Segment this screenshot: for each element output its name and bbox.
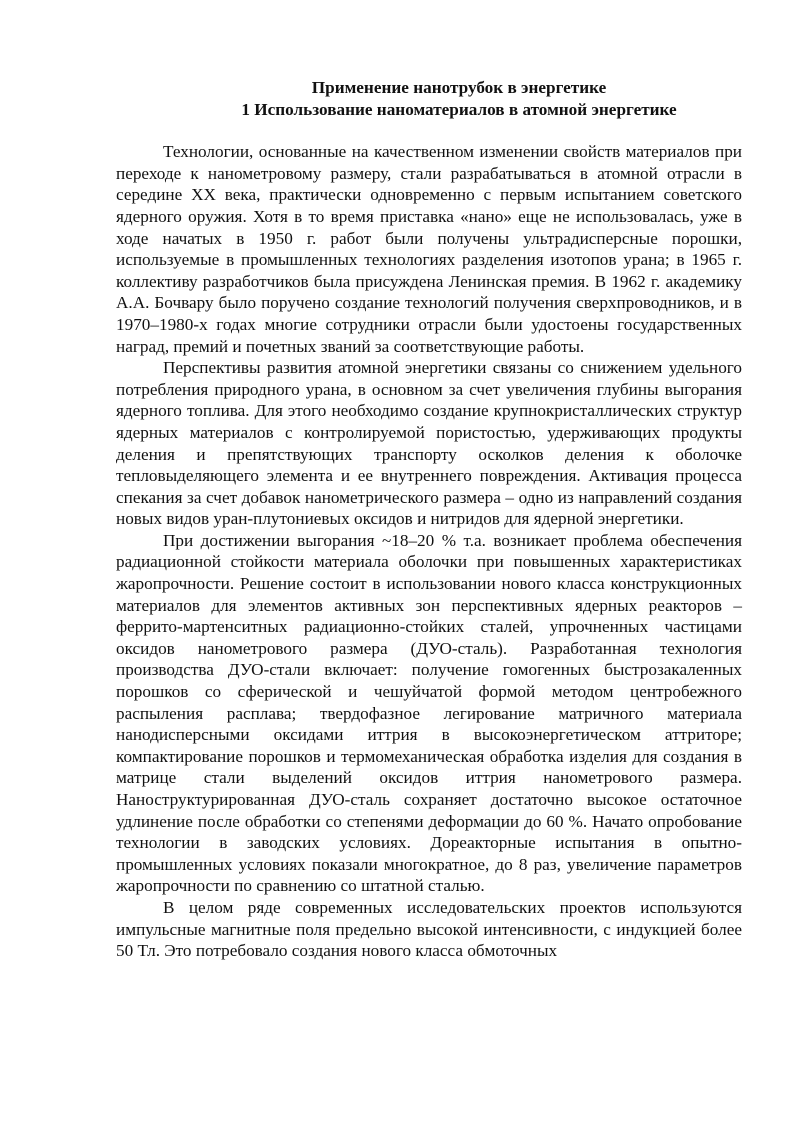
document-title: Применение нанотрубок в энергетике — [311, 78, 607, 97]
document-page — [116, 77, 742, 962]
section-heading: 1 Использование наноматериалов в атомной энергетике — [241, 99, 677, 119]
paragraph-4: В целом ряде современных исследовательских проектов используются импульсные магнитные поля предельно высокой интенсивности, с индукцией более 50 Тл. Это потребовало создания нового класса обмоточных — [116, 897, 742, 961]
paragraph-2: Перспективы развития атомной энергетики связаны со снижением удельного потребления природного урана, в основном за счет увеличения глубины выгорания ядерного топлива. Для этого необходимо создание крупнокристаллических структур ядерных материалов с контролируемой пористостью, удерживающих продукты деления и препятствующих транспорту осколков деления к оболочке тепловыделяющего элемента и ее внутреннего повреждения. Активация процесса спекания за счет добавок нанометрического размера – одно из направлений создания новых видов уран-плутониевых оксидов и нитридов для ядерной энергетики. — [116, 358, 742, 529]
paragraph-1: Технологии, основанные на качественном изменении свойств материалов при переходе к нанометровому размеру, стали разрабатываться в атомной отрасли в середине XX века, практически одновременно с первым испытанием советского ядерного оружия. Хотя в то время приставка «нано» еще не использовалась, уже в ходе начатых в 1950 г. работ были получены ультрадисперсные порошки, используемые в промышленных технологиях разделения изотопов урана; в 1965 г. коллективу разработчиков была присуждена Ленинская премия. В 1962 г. академику А.А. Бочвару было поручено создание технологий получения сверхпроводников, и в 1970–1980-х годах многие сотрудники отрасли были удостоены государственных наград, премий и почетных званий за соответствующие работы. — [116, 142, 742, 356]
paragraph-3: При достижении выгорания ~18–20 % т.а. возникает проблема обеспечения радиационной стойкости материала оболочки при повышенных характеристиках жаропрочности. Решение состоит в использовании нового класса конструкционных материалов для элементов активных зон перспективных ядерных реакторов – феррито-мартенситных радиационно-стойких сталей, упрочненных частицами оксидов нанометрового размера (ДУО-сталь). Разработанная технология производства ДУО-стали включает: получение гомогенных быстрозакаленных порошков со сферической и чешуйчатой формой методом центробежного распыления расплава; твердофазное легирование матричного материала нанодисперсными оксидами иттрия в высокоэнергетическом аттриторе; компактирование порошков и термомеханическая обработка изделия для создания в матрице стали выделений оксидов иттрия нанометрового размера. Наноструктурированная ДУО-сталь сохраняет достаточно высокое остаточное удлинение после обработки со степенями деформации до 60 %. Начато опробование технологии в заводских условиях. Дореакторные испытания в опытно-промышленных условиях показали многократное, до 8 раз, увеличение параметров жаропрочности по сравнению со штатной сталью. — [116, 530, 742, 896]
